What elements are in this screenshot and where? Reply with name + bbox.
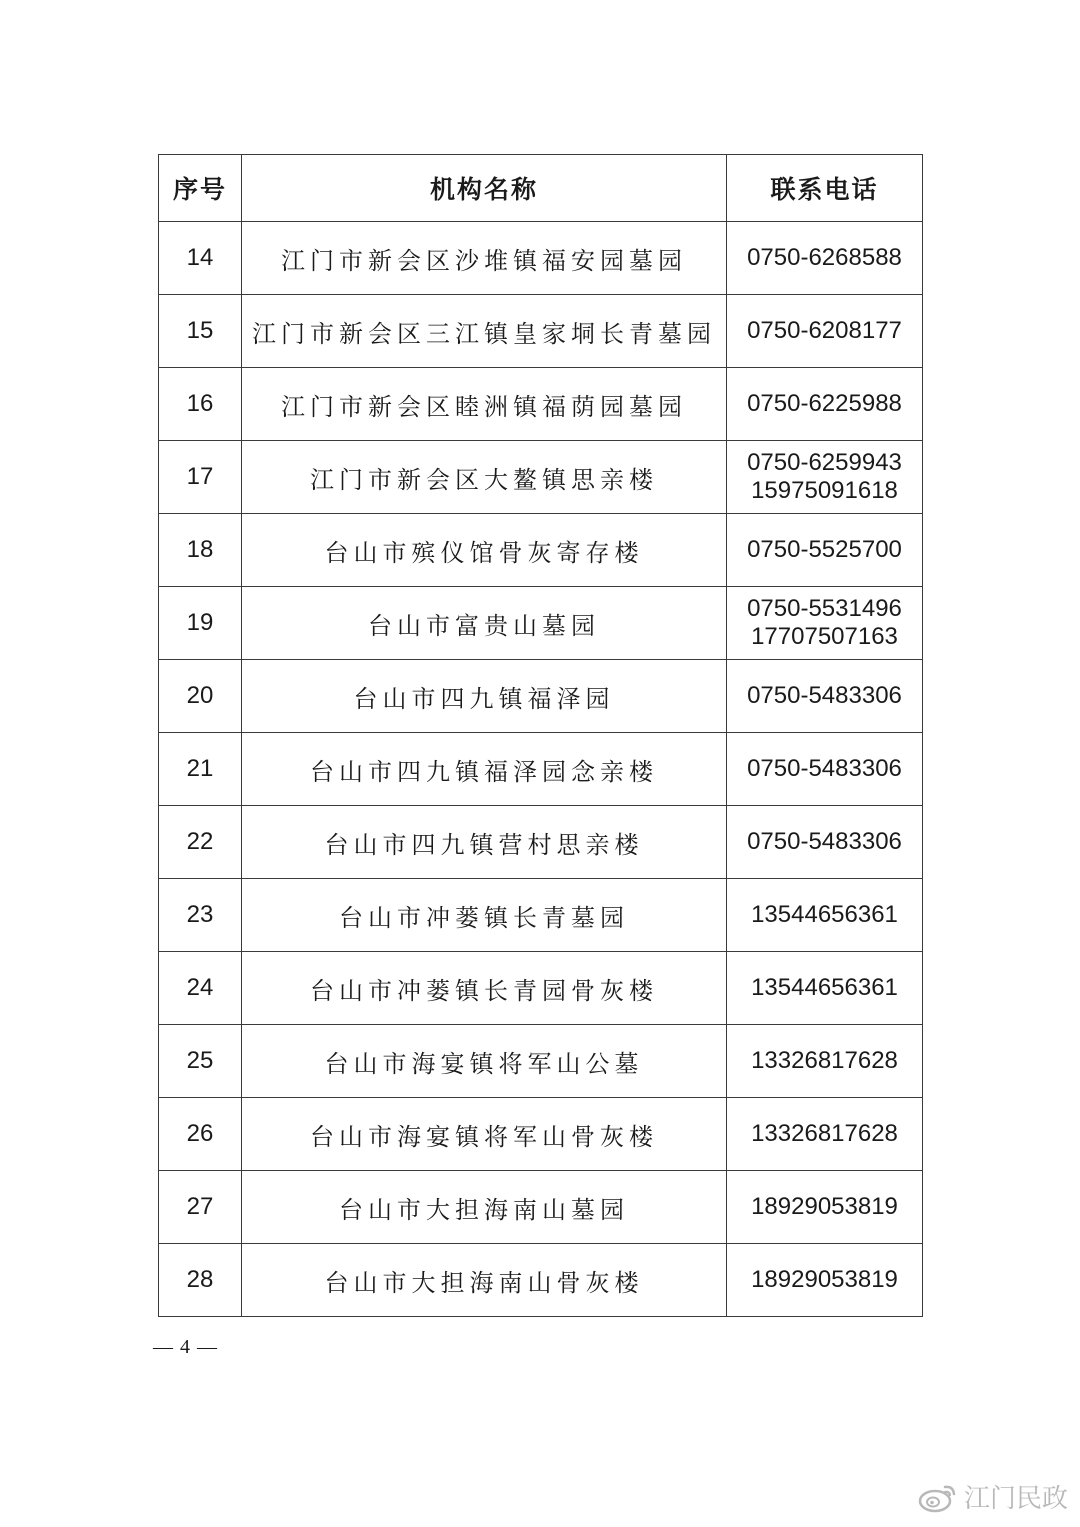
table-row — [159, 952, 923, 1025]
table-row — [159, 587, 923, 660]
cell-no: 17 — [159, 441, 242, 514]
cell-no: 25 — [159, 1025, 242, 1098]
cell-no: 19 — [159, 587, 242, 660]
phone-number: 13544656361 — [751, 974, 898, 1001]
phone-number: 0750-5525700 — [747, 536, 902, 563]
cell-name: 台山市四九镇福泽园念亲楼 — [242, 733, 727, 806]
table-body — [159, 222, 923, 1317]
phone-number: 0750-6259943 — [747, 449, 902, 476]
phone-number: 18929053819 — [751, 1266, 898, 1293]
phone-number: 13326817628 — [751, 1047, 898, 1074]
cell-no: 28 — [159, 1244, 242, 1317]
cell-tel — [727, 295, 923, 368]
phone-number: 0750-5531496 — [747, 595, 902, 622]
cell-name: 江门市新会区三江镇皇家垌长青墓园 — [242, 295, 727, 368]
cell-name: 台山市四九镇营村思亲楼 — [242, 806, 727, 879]
table-row — [159, 660, 923, 733]
cell-no: 20 — [159, 660, 242, 733]
cell-tel — [727, 514, 923, 587]
cell-no: 27 — [159, 1171, 242, 1244]
cell-no: 15 — [159, 295, 242, 368]
watermark — [918, 1478, 1068, 1515]
table-header-row — [159, 155, 923, 222]
table-row — [159, 295, 923, 368]
cell-no: 22 — [159, 806, 242, 879]
cell-name: 江门市新会区睦洲镇福荫园墓园 — [242, 368, 727, 441]
phone-number: 13544656361 — [751, 901, 898, 928]
cell-no: 23 — [159, 879, 242, 952]
cell-name: 台山市冲蒌镇长青墓园 — [242, 879, 727, 952]
table-row — [159, 806, 923, 879]
table-row — [159, 368, 923, 441]
phone-number: 0750-5483306 — [747, 755, 902, 782]
cell-name: 江门市新会区沙堆镇福安园墓园 — [242, 222, 727, 295]
cell-tel — [727, 368, 923, 441]
header-name: 机构名称 — [242, 155, 727, 222]
table-row — [159, 1171, 923, 1244]
phone-number: 18929053819 — [751, 1193, 898, 1220]
cell-no: 16 — [159, 368, 242, 441]
cell-tel — [727, 952, 923, 1025]
cell-no: 24 — [159, 952, 242, 1025]
table-row — [159, 1098, 923, 1171]
phone-number: 0750-6268588 — [747, 244, 902, 271]
cell-no: 26 — [159, 1098, 242, 1171]
cell-tel — [727, 1171, 923, 1244]
cell-tel — [727, 222, 923, 295]
institution-table — [158, 154, 923, 1317]
cell-name: 台山市殡仪馆骨灰寄存楼 — [242, 514, 727, 587]
table-row — [159, 1244, 923, 1317]
cell-tel — [727, 441, 923, 514]
cell-tel — [727, 1025, 923, 1098]
phone-number: 0750-5483306 — [747, 828, 902, 855]
cell-name: 台山市富贵山墓园 — [242, 587, 727, 660]
cell-tel — [727, 806, 923, 879]
table-row — [159, 879, 923, 952]
cell-tel — [727, 587, 923, 660]
cell-tel — [727, 1244, 923, 1317]
table-row — [159, 441, 923, 514]
phone-number: 15975091618 — [751, 477, 898, 504]
cell-no: 21 — [159, 733, 242, 806]
header-no: 序号 — [159, 155, 242, 222]
table-row — [159, 514, 923, 587]
cell-tel — [727, 733, 923, 806]
table-row — [159, 733, 923, 806]
cell-name: 台山市海宴镇将军山公墓 — [242, 1025, 727, 1098]
cell-tel — [727, 1098, 923, 1171]
table-row — [159, 1025, 923, 1098]
phone-number: 0750-5483306 — [747, 682, 902, 709]
table-row — [159, 222, 923, 295]
cell-name: 江门市新会区大鳌镇思亲楼 — [242, 441, 727, 514]
cell-name: 台山市海宴镇将军山骨灰楼 — [242, 1098, 727, 1171]
phone-number: 0750-6225988 — [747, 390, 902, 417]
cell-name: 台山市大担海南山骨灰楼 — [242, 1244, 727, 1317]
cell-name: 台山市大担海南山墓园 — [242, 1171, 727, 1244]
watermark-text: 江门民政 — [963, 1484, 1068, 1514]
phone-number: 17707507163 — [751, 623, 898, 650]
phone-number: 13326817628 — [751, 1120, 898, 1147]
cell-no: 18 — [159, 514, 242, 587]
cell-tel — [727, 660, 923, 733]
cell-no: 14 — [159, 222, 242, 295]
phone-number: 0750-6208177 — [747, 317, 902, 344]
cell-name: 台山市四九镇福泽园 — [242, 660, 727, 733]
page-number: — 4 — — [153, 1336, 218, 1358]
cell-tel — [727, 879, 923, 952]
weibo-icon — [918, 1481, 958, 1513]
header-tel: 联系电话 — [727, 155, 923, 222]
cell-name: 台山市冲蒌镇长青园骨灰楼 — [242, 952, 727, 1025]
